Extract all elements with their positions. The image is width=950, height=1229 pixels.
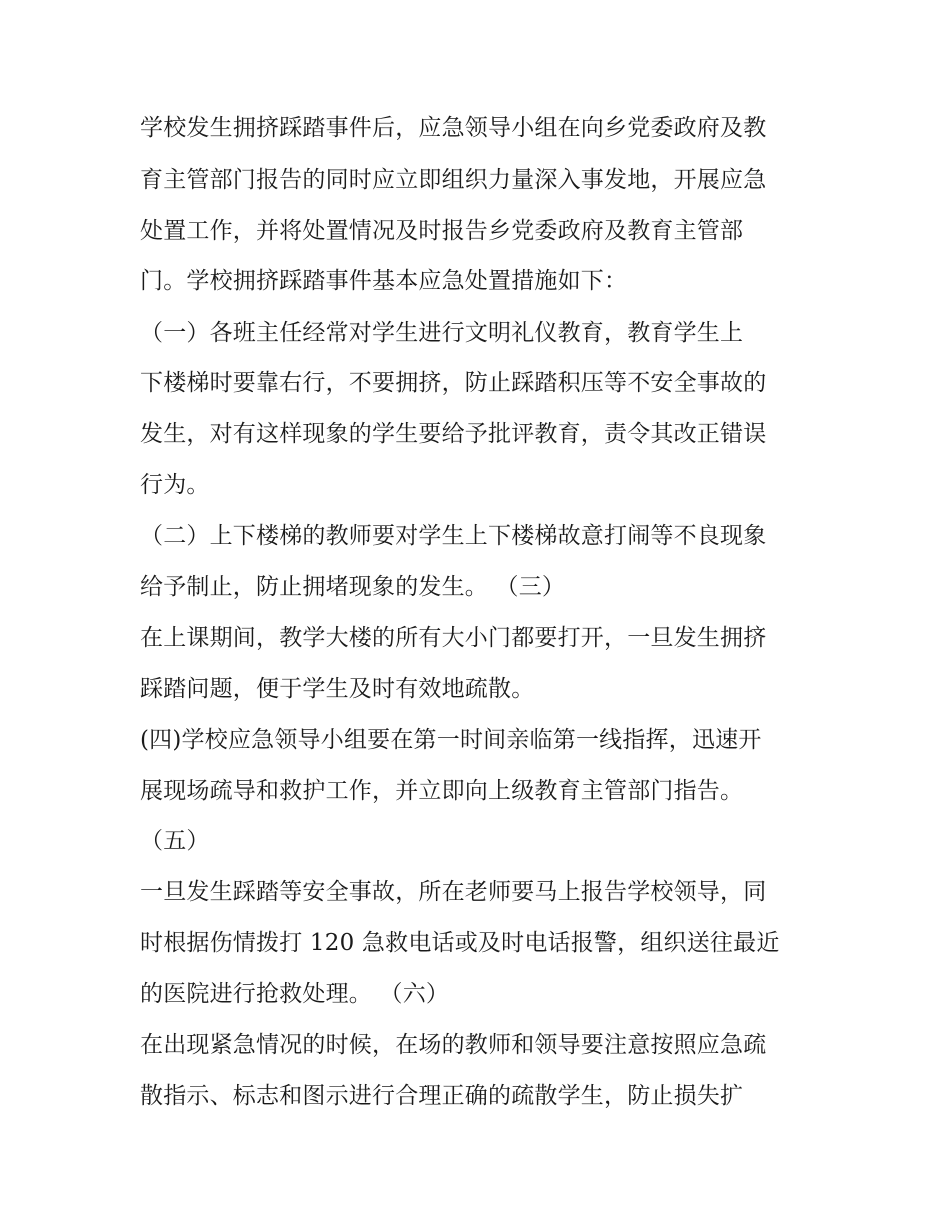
body-text-line: 在上课期间，教学大楼的所有大小门都要打开，一旦发生拥挤 bbox=[140, 625, 767, 651]
body-text-line: 育主管部门报告的同时应立即组织力量深入事发地，开展应急 bbox=[140, 167, 767, 193]
body-text-line: 一旦发生踩踏等安全事故，所在老师要马上报告学校领导，同 bbox=[140, 879, 767, 905]
body-text-line: 处置工作，并将处置情况及时报告乡党委政府及教育主管部 bbox=[140, 218, 744, 244]
body-text-line: 散指示、标志和图示进行合理正确的疏散学生，防止损失扩 bbox=[140, 1083, 744, 1109]
body-text-line: 下楼梯时要靠右行，不要拥挤，防止踩踏积压等不安全事故的 bbox=[140, 370, 767, 396]
body-text-line: 时根据伤情拨打 120 急救电话或及时电话报警，组织送往最近 bbox=[140, 930, 780, 956]
body-text-line: 门。学校拥挤踩踏事件基本应急处置措施如下： bbox=[140, 268, 628, 294]
body-text-line: 行为。 bbox=[140, 472, 210, 498]
body-text-line: 给予制止，防止拥堵现象的发生。 （三） bbox=[140, 574, 566, 600]
body-text-line: 在出现紧急情况的时候，在场的教师和领导要注意按照应急疏 bbox=[140, 1032, 767, 1058]
body-text-line: 踩踏问题，便于学生及时有效地疏散。 bbox=[140, 676, 535, 702]
body-text-line: 学校发生拥挤踩踏事件后，应急领导小组在向乡党委政府及教 bbox=[140, 115, 767, 141]
body-text-line: （五） bbox=[140, 828, 210, 854]
body-text-line: （一）各班主任经常对学生进行文明礼仪教育，教育学生上 bbox=[140, 320, 744, 346]
body-text-line: 展现场疏导和救护工作，并立即向上级教育主管部门指告。 bbox=[140, 778, 744, 804]
body-text-line: （二）上下楼梯的教师要对学生上下楼梯故意打闹等不良现象 bbox=[140, 523, 767, 549]
body-text-line: 的医院进行抢救处理。 （六） bbox=[140, 981, 450, 1007]
body-text-line: 发生，对有这样现象的学生要给予批评教育，责令其改正错误 bbox=[140, 421, 767, 447]
body-text-line: (四)学校应急领导小组要在第一时间亲临第一线指挥，迅速开 bbox=[140, 727, 762, 753]
